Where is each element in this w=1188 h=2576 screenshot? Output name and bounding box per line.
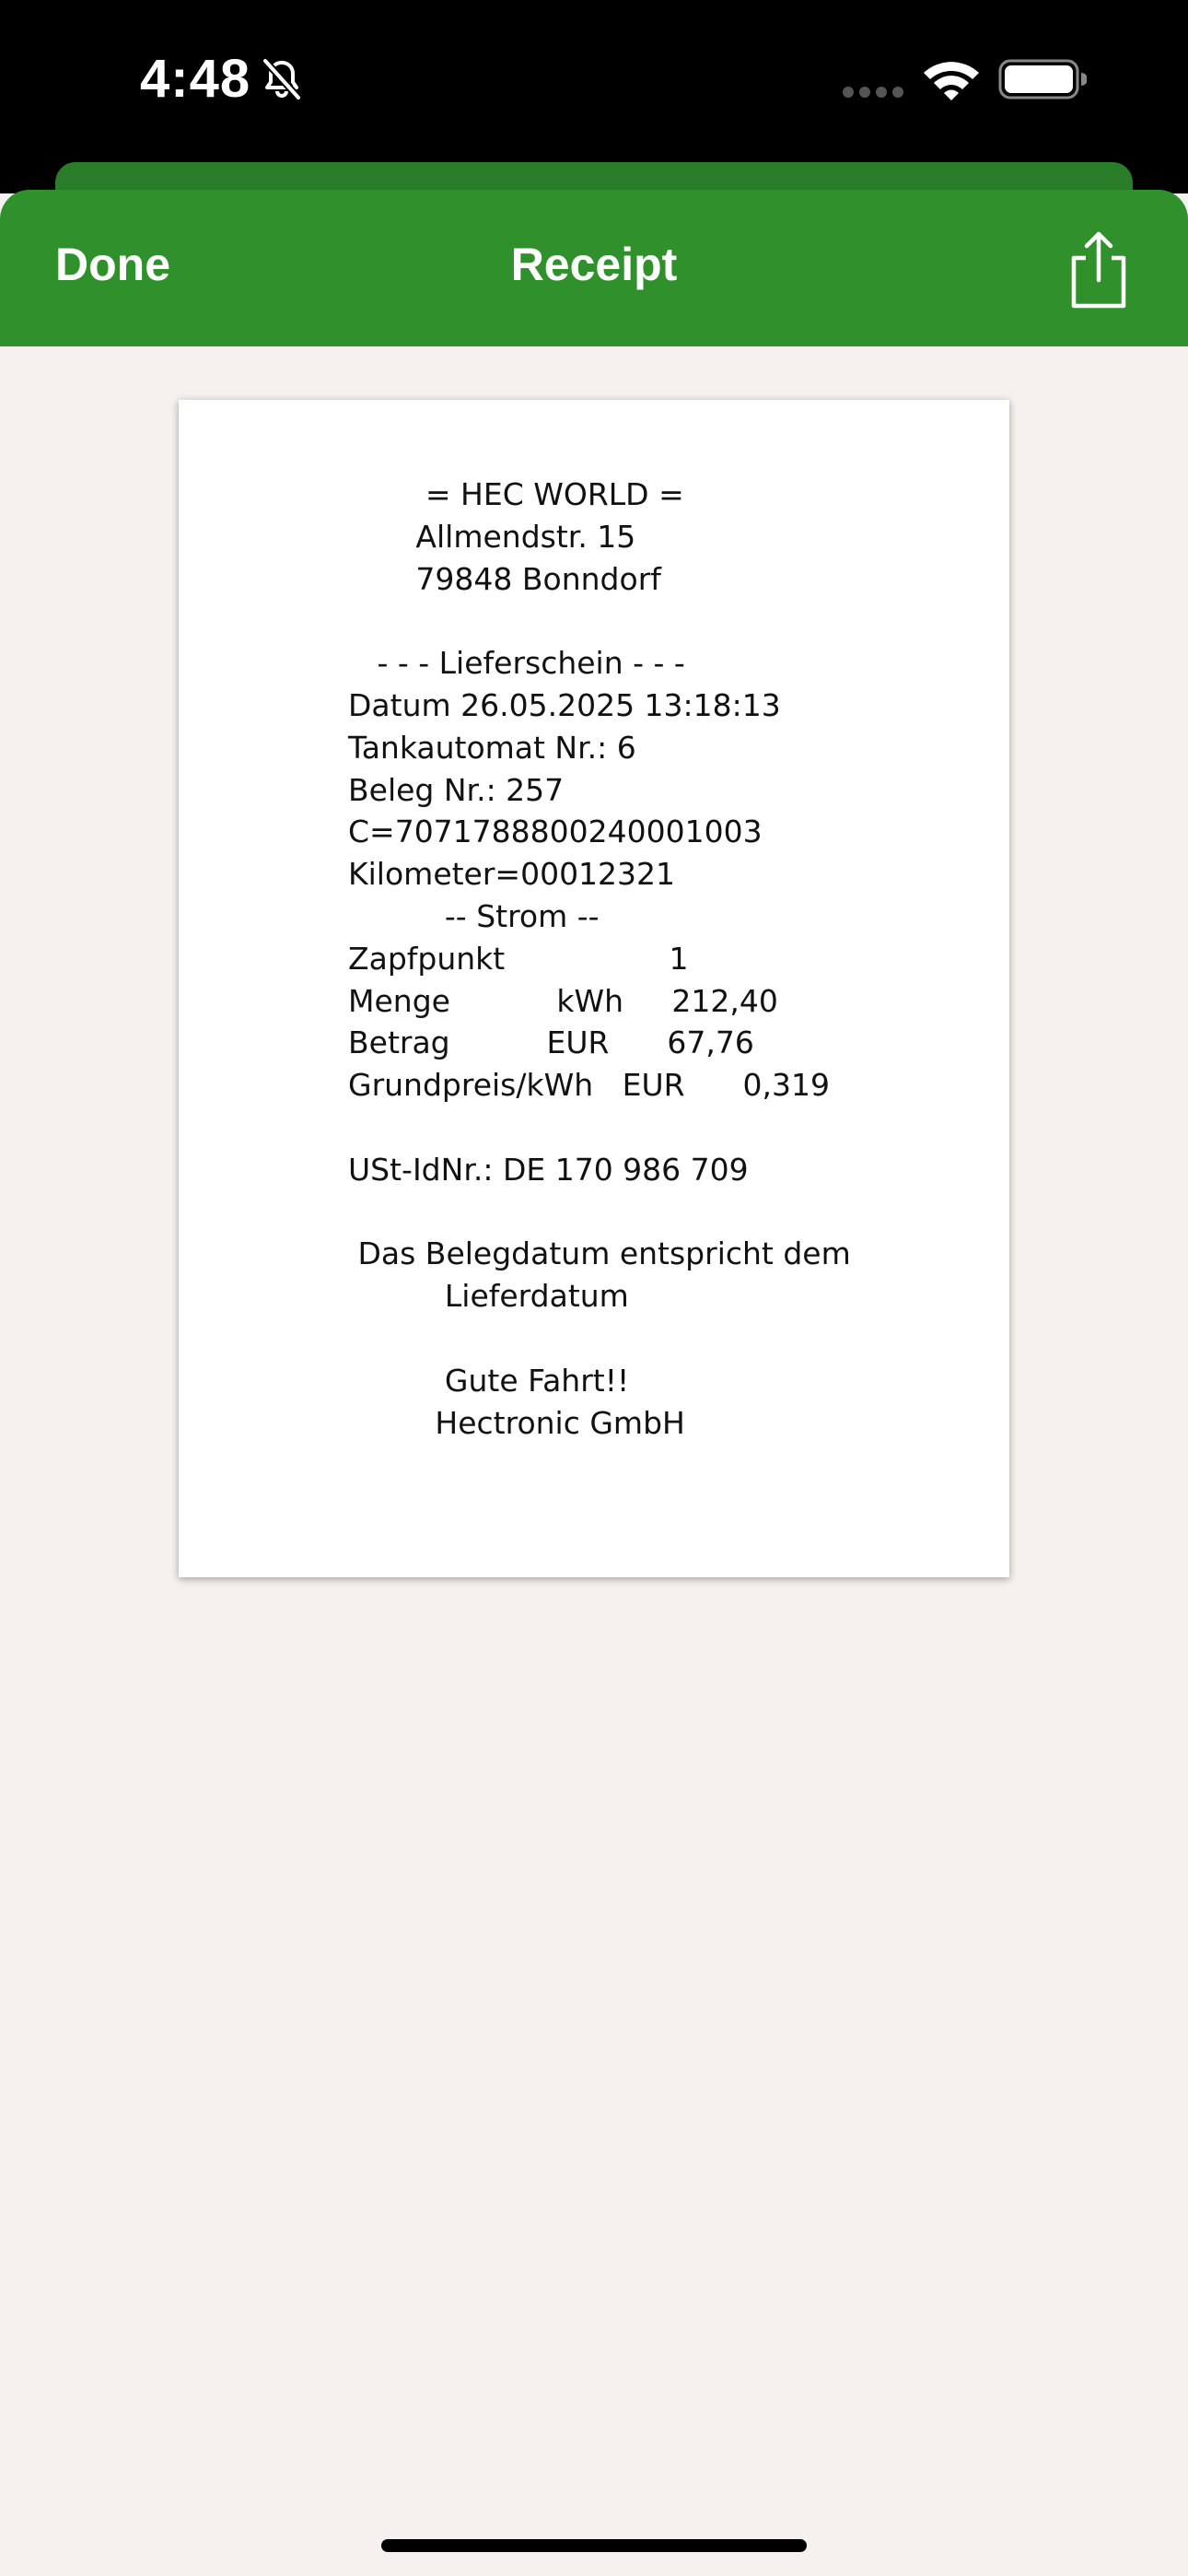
receipt-line: Das Belegdatum entspricht dem — [348, 1235, 851, 1272]
receipt-line: - - - Lieferschein - - - — [348, 645, 685, 682]
cellular-signal-icon — [842, 85, 904, 100]
receipt-line — [348, 1191, 851, 1234]
bell-slash-icon — [260, 57, 304, 101]
receipt-line: Allmendstr. 15 — [348, 518, 636, 555]
page-title: Receipt — [510, 239, 678, 290]
receipt-line — [348, 1317, 851, 1360]
receipt-paper — [179, 400, 1009, 1577]
receipt-line — [348, 1107, 851, 1149]
receipt-line: Kilometer=00012321 — [348, 856, 676, 893]
receipt-line: USt-IdNr.: DE 170 986 709 — [348, 1151, 749, 1188]
receipt-line: Hectronic GmbH — [348, 1404, 685, 1441]
receipt-line: = HEC WORLD = — [348, 476, 684, 512]
receipt-line: Betrag EUR 67,76 — [348, 1025, 754, 1061]
home-indicator — [381, 2539, 807, 2552]
receipt-line: 79848 Bonndorf — [348, 560, 661, 597]
receipt-line: -- Strom -- — [348, 897, 600, 934]
receipt-line: Lieferdatum — [348, 1278, 629, 1315]
receipt-line: Beleg Nr.: 257 — [348, 771, 565, 808]
receipt-line: Tankautomat Nr.: 6 — [348, 729, 636, 766]
receipt-line: Grundpreis/kWh EUR 0,319 — [348, 1067, 830, 1104]
receipt-line — [348, 600, 851, 642]
receipt-line: Datum 26.05.2025 13:18:13 — [348, 686, 781, 723]
status-time: 4:48 — [140, 49, 251, 109]
navigation-bar — [0, 190, 1188, 346]
battery-icon — [998, 59, 1087, 100]
receipt-line: C=7071788800240001003 — [348, 814, 763, 850]
wifi-icon — [921, 57, 982, 101]
receipt-line: Gute Fahrt!! — [348, 1362, 630, 1399]
share-button[interactable] — [1065, 228, 1133, 310]
receipt-text — [348, 474, 851, 1444]
receipt-line: Zapfpunkt 1 — [348, 940, 689, 977]
receipt-line: Menge kWh 212,40 — [348, 982, 778, 1019]
done-button[interactable]: Done — [55, 239, 170, 290]
share-icon — [1065, 228, 1133, 310]
